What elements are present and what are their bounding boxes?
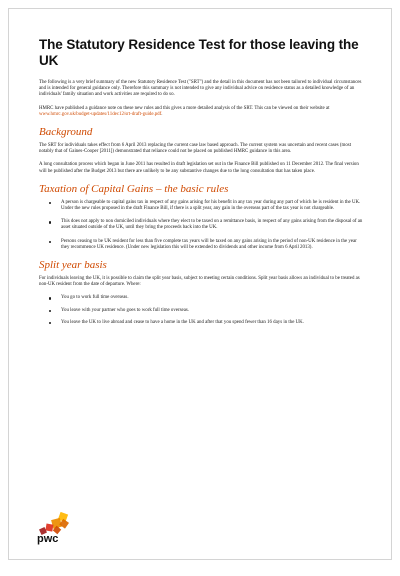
hmrc-guidance-link[interactable]: www.hmrc.gov.uk/budget-updates/11dec12/srt-draft-guide.pdf <box>39 111 162 117</box>
cgt-bullet-1: A person is chargeable to capital gains tax in respect of any gains arising for his benefit in any tax year during any part of which he is resident in the UK. Under the new rules proposed in the draft Finance Bill, if there is a split year, any gain in the overseas part of the tax year is not chargeable. <box>39 200 363 212</box>
split-year-bullet-1: You go to work full time overseas. <box>39 295 363 301</box>
cgt-heading: Taxation of Capital Gains – the basic rules <box>39 182 229 195</box>
guidance-end: . <box>161 111 163 117</box>
guidance-paragraph <box>39 106 363 118</box>
background-heading: Background <box>39 126 93 139</box>
pwc-logo-mark-icon <box>37 511 77 535</box>
intro-paragraph: The following is a very brief summary of the new Statutory Residence Test ("SRT") and the detail in this document has not been tailored to individual circumstances and is intended for general guidance only. Therefore this summary is not intended to give any individual advice on residence status as a detailed knowledge of an individuals' family situation and work activities are required to do so. <box>39 80 362 98</box>
document-title: The Statutory Residence Test for those leaving the UK <box>39 37 359 68</box>
pwc-logo-text: pwc <box>37 533 59 545</box>
split-year-paragraph: For individuals leaving the UK, it is possible to claim the split year basis, subject to meeting certain conditions. Split year basis allows an individual to be treated as non-UK resident from the date of departure. Where: <box>39 276 360 288</box>
cgt-bullet-2: This does not apply to non domiciled individuals where they elect to be taxed on a remittance basis, in respect of any gains arising from the disposal of an asset situated outside of the UK, until they bring the proceeds back into the UK. <box>39 219 363 231</box>
document-content <box>39 37 363 332</box>
background-paragraph-1: The SRT for individuals takes effect from 6 April 2013 replacing the current case law based approach. The current system was uncertain and recent cases (most notably that of Gaines-Cooper [2011]) demonstrated that reliance could not be placed on published HMRC guidance in this area. <box>39 143 352 155</box>
document-page <box>8 8 392 560</box>
split-year-bullet-3: You leave the UK to live abroad and cease to have a home in the UK and after that you spend fewer than 16 days in the UK. <box>39 320 363 326</box>
background-paragraph-2: A long consultation process which began in June 2011 has resulted in draft legislation set out in the Finance Bill published on 11 December 2012. The final version will be published after the Budget 2013 but there are unlikely to be any substantive changes due to the long consultation that has taken place. <box>39 162 359 174</box>
pwc-logo <box>37 511 77 545</box>
split-year-heading: Split year basis <box>39 259 107 272</box>
cgt-bullet-list <box>39 200 363 251</box>
split-year-bullet-list <box>39 295 363 326</box>
split-year-bullet-2: You leave with your partner who goes to work full time overseas. <box>39 308 363 314</box>
guidance-text: HMRC have published a guidance note on these new rules and this gives a more detailed analysis of the SRT. This can be viewed on their website at <box>39 105 330 111</box>
logo-block-4 <box>45 524 53 532</box>
cgt-bullet-3: Persons ceasing to be UK resident for less than five complete tax years will be taxed on any gains arising in the period of non-UK residence in the year they recommence UK residence. (Under new legislation this will be extended to dividends and other income from 6 April 2013). <box>39 239 363 251</box>
